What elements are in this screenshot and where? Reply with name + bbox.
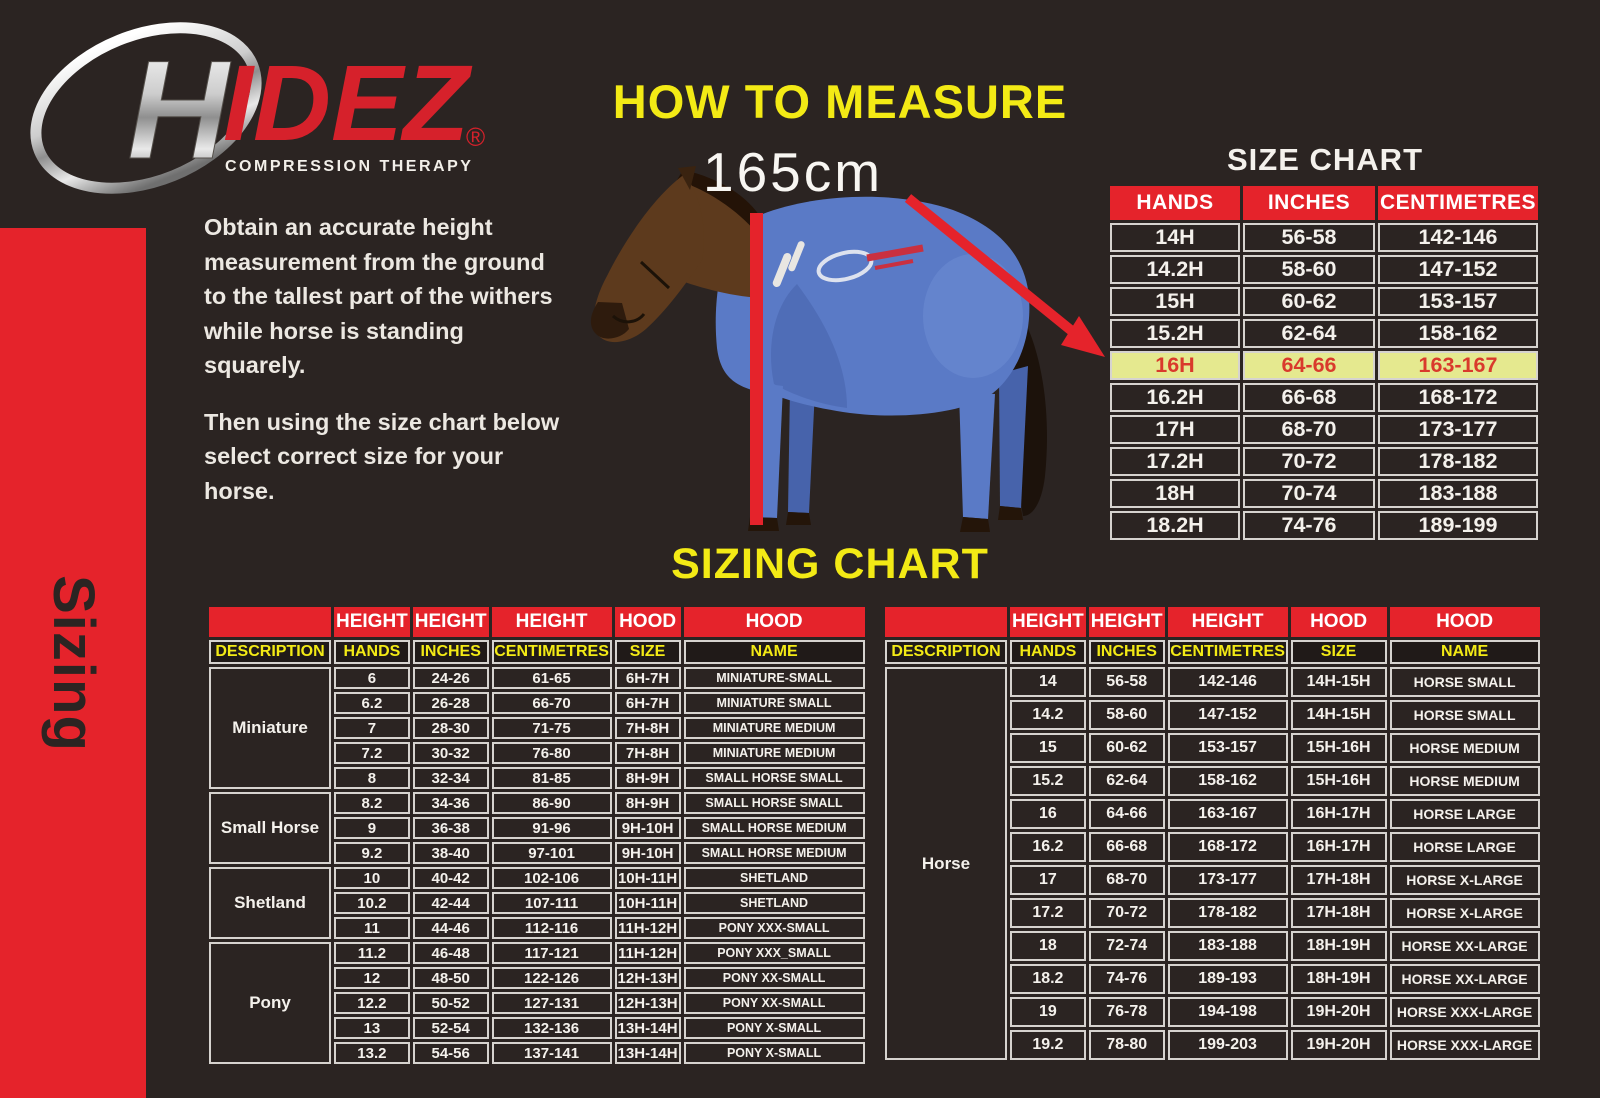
table-cell: 178-182 (1378, 447, 1538, 476)
table-cell: Horse (885, 667, 1007, 1060)
table-cell: 8.2 (334, 792, 410, 814)
table-cell: HEIGHT (1010, 607, 1086, 637)
table-cell: 9 (334, 817, 410, 839)
instructions-para-2: Then using the size chart below select correct size for your horse. (204, 408, 560, 504)
table-cell: 12H-13H (615, 992, 681, 1014)
table-row (209, 942, 865, 964)
table-cell: HORSE MEDIUM (1390, 766, 1540, 796)
logo-brand-idez: IDEZ (223, 42, 470, 163)
table-row (1110, 479, 1538, 508)
table-cell: 19.2 (1010, 1030, 1086, 1060)
table-cell: 112-116 (492, 917, 612, 939)
table-cell: 61-65 (492, 667, 612, 689)
table-row (1110, 415, 1538, 444)
table-cell: 9.2 (334, 842, 410, 864)
table-cell: 7.2 (334, 742, 410, 764)
table-cell: SIZE (1291, 640, 1387, 664)
table-cell: HORSE X-LARGE (1390, 865, 1540, 895)
table-cell: 183-188 (1378, 479, 1538, 508)
instructions (204, 210, 560, 530)
table-cell: 189-199 (1378, 511, 1538, 540)
table-cell: 44-46 (413, 917, 489, 939)
table-cell: HANDS (334, 640, 410, 664)
table-cell: 58-60 (1089, 700, 1165, 730)
table-cell: 60-62 (1089, 733, 1165, 763)
table-cell: 122-126 (492, 967, 612, 989)
table-cell: 26-28 (413, 692, 489, 714)
table-cell: 66-70 (492, 692, 612, 714)
sizing-left-table (206, 604, 868, 1067)
table-cell: 18H-19H (1291, 931, 1387, 961)
table-cell: HANDS (1010, 640, 1086, 664)
table-cell: 81-85 (492, 767, 612, 789)
table-cell: 142-146 (1168, 667, 1288, 697)
table-row (1110, 447, 1538, 476)
table-cell: 91-96 (492, 817, 612, 839)
table-cell: 66-68 (1089, 832, 1165, 862)
table-cell: HORSE X-LARGE (1390, 898, 1540, 928)
table-cell: 7 (334, 717, 410, 739)
how-to-measure-title: HOW TO MEASURE (612, 75, 1068, 128)
table-cell: 19H-20H (1291, 1030, 1387, 1060)
table-cell: 17.2H (1110, 447, 1240, 476)
table-cell: 76-78 (1089, 997, 1165, 1027)
table-cell: 40-42 (413, 867, 489, 889)
table-row (1110, 287, 1538, 316)
table-cell: 10H-11H (615, 867, 681, 889)
table-cell: 42-44 (413, 892, 489, 914)
table-cell: SMALL HORSE MEDIUM (684, 842, 865, 864)
table-cell: 178-182 (1168, 898, 1288, 928)
table-cell: 168-172 (1168, 832, 1288, 862)
size-chart-title: SIZE CHART (1227, 142, 1423, 177)
table-cell: 13.2 (334, 1042, 410, 1064)
table-row (885, 607, 1540, 637)
table-cell: 97-101 (492, 842, 612, 864)
table-cell: 74-76 (1089, 964, 1165, 994)
table-cell: 18H (1110, 479, 1240, 508)
table-cell: 64-66 (1243, 351, 1375, 380)
table-cell: HORSE XXX-LARGE (1390, 1030, 1540, 1060)
table-cell: 16 (1010, 799, 1086, 829)
table-cell: 34-36 (413, 792, 489, 814)
table-cell: 117-121 (492, 942, 612, 964)
table-cell: HORSE XXX-LARGE (1390, 997, 1540, 1027)
table-cell: 6H-7H (615, 692, 681, 714)
table-cell: 14H (1110, 223, 1240, 252)
table-cell: 18.2 (1010, 964, 1086, 994)
table-cell: 32-34 (413, 767, 489, 789)
table-cell: HEIGHT (1168, 607, 1288, 637)
table-cell: 46-48 (413, 942, 489, 964)
table-cell: SHETLAND (684, 867, 865, 889)
table-row (1110, 319, 1538, 348)
table-cell: 11 (334, 917, 410, 939)
table-cell: INCHES (1089, 640, 1165, 664)
table-cell: 9H-10H (615, 817, 681, 839)
table-cell: 17H-18H (1291, 898, 1387, 928)
table-row (1110, 223, 1538, 252)
measurement-arrow-icon (898, 188, 1113, 368)
table-cell: 19H-20H (1291, 997, 1387, 1027)
table-cell: 70-74 (1243, 479, 1375, 508)
table-cell: HOOD (684, 607, 865, 637)
table-cell: 17H-18H (1291, 865, 1387, 895)
table-cell: HEIGHT (413, 607, 489, 637)
table-row (1110, 255, 1538, 284)
table-cell: SMALL HORSE SMALL (684, 767, 865, 789)
table-cell: Miniature (209, 667, 331, 789)
table-cell: 158-162 (1378, 319, 1538, 348)
table-cell: HANDS (1110, 186, 1240, 220)
table-row (885, 667, 1540, 697)
table-cell: HORSE LARGE (1390, 799, 1540, 829)
table-cell: HORSE LARGE (1390, 832, 1540, 862)
table-cell: 14H-15H (1291, 667, 1387, 697)
table-cell: HEIGHT (492, 607, 612, 637)
table-row (1110, 511, 1538, 540)
table-cell: 153-157 (1168, 733, 1288, 763)
table-cell: 30-32 (413, 742, 489, 764)
table-cell: 194-198 (1168, 997, 1288, 1027)
table-cell: 16.2 (1010, 832, 1086, 862)
table-cell: 6H-7H (615, 667, 681, 689)
table-cell: 147-152 (1378, 255, 1538, 284)
table-cell: 16H-17H (1291, 799, 1387, 829)
table-cell: CENTIMETRES (492, 640, 612, 664)
table-cell: PONY X-SMALL (684, 1017, 865, 1039)
table-cell: 158-162 (1168, 766, 1288, 796)
table-cell: HORSE XX-LARGE (1390, 931, 1540, 961)
instructions-para-1: Obtain an accurate height measurement from the ground to the tallest part of the withers while horse is standing squarely. (204, 214, 553, 379)
table-cell: 107-111 (492, 892, 612, 914)
table-cell: SMALL HORSE MEDIUM (684, 817, 865, 839)
table-cell: 17.2 (1010, 898, 1086, 928)
table-cell: 13H-14H (615, 1017, 681, 1039)
table-cell: DESCRIPTION (209, 640, 331, 664)
table-cell: 7H-8H (615, 742, 681, 764)
table-cell: 8H-9H (615, 767, 681, 789)
side-banner (0, 228, 146, 1098)
sizing-chart-title: SIZING CHART (671, 540, 989, 588)
table-cell: 19 (1010, 997, 1086, 1027)
table-cell: Shetland (209, 867, 331, 939)
table-cell: 62-64 (1243, 319, 1375, 348)
table-cell: 28-30 (413, 717, 489, 739)
table-cell: Small Horse (209, 792, 331, 864)
table-cell: 173-177 (1168, 865, 1288, 895)
sizing-right-table (882, 604, 1543, 1063)
table-cell: 66-68 (1243, 383, 1375, 412)
table-cell: HORSE MEDIUM (1390, 733, 1540, 763)
table-cell: 18.2H (1110, 511, 1240, 540)
table-row (885, 640, 1540, 664)
table-cell: 15.2 (1010, 766, 1086, 796)
table-cell: 14 (1010, 667, 1086, 697)
table-cell: 189-193 (1168, 964, 1288, 994)
table-cell: 10 (334, 867, 410, 889)
table-cell: 38-40 (413, 842, 489, 864)
measurement-line (750, 213, 763, 525)
table-cell: 15.2H (1110, 319, 1240, 348)
table-cell: 142-146 (1378, 223, 1538, 252)
table-cell: 15H (1110, 287, 1240, 316)
table-cell: 16.2H (1110, 383, 1240, 412)
table-cell: 16H (1110, 351, 1240, 380)
table-cell: 11H-12H (615, 942, 681, 964)
table-cell: 199-203 (1168, 1030, 1288, 1060)
table-cell: MINIATURE MEDIUM (684, 717, 865, 739)
table-cell: 12.2 (334, 992, 410, 1014)
table-cell: 11.2 (334, 942, 410, 964)
table-cell: 52-54 (413, 1017, 489, 1039)
table-cell: 68-70 (1243, 415, 1375, 444)
table-cell: 58-60 (1243, 255, 1375, 284)
table-cell: 70-72 (1243, 447, 1375, 476)
table-cell: 13 (334, 1017, 410, 1039)
table-row (209, 667, 865, 689)
table-cell: 127-131 (492, 992, 612, 1014)
table-cell: HEIGHT (334, 607, 410, 637)
table-cell: SIZE (615, 640, 681, 664)
table-cell: HOOD (1291, 607, 1387, 637)
table-cell: 14H-15H (1291, 700, 1387, 730)
table-cell: 18 (1010, 931, 1086, 961)
table-cell: 78-80 (1089, 1030, 1165, 1060)
table-cell: 173-177 (1378, 415, 1538, 444)
table-cell: PONY XXX_SMALL (684, 942, 865, 964)
table-row (209, 867, 865, 889)
table-cell: 71-75 (492, 717, 612, 739)
table-cell: 9H-10H (615, 842, 681, 864)
table-cell: PONY X-SMALL (684, 1042, 865, 1064)
table-cell: 16H-17H (1291, 832, 1387, 862)
table-cell: 70-72 (1089, 898, 1165, 928)
table-cell: 6.2 (334, 692, 410, 714)
logo-brand-h: H (127, 31, 229, 188)
table-cell: 15H-16H (1291, 733, 1387, 763)
table-cell: NAME (684, 640, 865, 664)
table-row (209, 607, 865, 637)
table-cell: 50-52 (413, 992, 489, 1014)
table-cell: 76-80 (492, 742, 612, 764)
registered-mark-icon: ® (466, 122, 486, 152)
table-cell: 72-74 (1089, 931, 1165, 961)
table-cell: 13H-14H (615, 1042, 681, 1064)
table-cell: 163-167 (1378, 351, 1538, 380)
table-cell: 10.2 (334, 892, 410, 914)
table-cell: 62-64 (1089, 766, 1165, 796)
table-cell: HORSE SMALL (1390, 700, 1540, 730)
table-cell: SMALL HORSE SMALL (684, 792, 865, 814)
table-cell: 6 (334, 667, 410, 689)
table-cell: 10H-11H (615, 892, 681, 914)
table-cell: PONY XX-SMALL (684, 992, 865, 1014)
table-cell: CENTIMETRES (1378, 186, 1538, 220)
table-cell: 24-26 (413, 667, 489, 689)
table-cell: 132-136 (492, 1017, 612, 1039)
table-cell: 60-62 (1243, 287, 1375, 316)
table-cell: 64-66 (1089, 799, 1165, 829)
table-cell: Pony (209, 942, 331, 1064)
table-row (1110, 186, 1538, 220)
table-cell: 15 (1010, 733, 1086, 763)
table-cell: MINIATURE MEDIUM (684, 742, 865, 764)
table-cell: 56-58 (1243, 223, 1375, 252)
table-cell: DESCRIPTION (885, 640, 1007, 664)
table-cell: 14.2 (1010, 700, 1086, 730)
table-cell: 48-50 (413, 967, 489, 989)
logo-tagline: COMPRESSION THERAPY (225, 158, 474, 175)
table-cell: PONY XXX-SMALL (684, 917, 865, 939)
table-cell: 168-172 (1378, 383, 1538, 412)
table-cell: 102-106 (492, 867, 612, 889)
table-cell: 12 (334, 967, 410, 989)
table-cell: HEIGHT (1089, 607, 1165, 637)
table-cell: CENTIMETRES (1168, 640, 1288, 664)
table-cell: 153-157 (1378, 287, 1538, 316)
table-cell: MINIATURE-SMALL (684, 667, 865, 689)
table-cell: HORSE XX-LARGE (1390, 964, 1540, 994)
table-cell: HOOD (615, 607, 681, 637)
table-row (1110, 383, 1538, 412)
table-cell: 147-152 (1168, 700, 1288, 730)
table-cell: 14.2H (1110, 255, 1240, 284)
size-chart-table (1107, 183, 1541, 543)
table-cell: 7H-8H (615, 717, 681, 739)
table-cell: 8H-9H (615, 792, 681, 814)
table-cell: 137-141 (492, 1042, 612, 1064)
table-cell: 15H-16H (1291, 766, 1387, 796)
table-cell: 17 (1010, 865, 1086, 895)
table-row (209, 792, 865, 814)
table-cell: MINIATURE SMALL (684, 692, 865, 714)
table-cell (885, 607, 1007, 637)
table-cell: 36-38 (413, 817, 489, 839)
table-cell: 17H (1110, 415, 1240, 444)
measurement-label: 165cm (703, 141, 884, 203)
table-cell: PONY XX-SMALL (684, 967, 865, 989)
table-cell: 74-76 (1243, 511, 1375, 540)
table-cell: 68-70 (1089, 865, 1165, 895)
table-cell: 54-56 (413, 1042, 489, 1064)
table-cell: 8 (334, 767, 410, 789)
table-cell: SHETLAND (684, 892, 865, 914)
table-cell: INCHES (413, 640, 489, 664)
table-cell: HOOD (1390, 607, 1540, 637)
table-cell: 12H-13H (615, 967, 681, 989)
table-cell: INCHES (1243, 186, 1375, 220)
table-cell: 11H-12H (615, 917, 681, 939)
table-row (1110, 351, 1538, 380)
table-cell: 86-90 (492, 792, 612, 814)
table-cell: 163-167 (1168, 799, 1288, 829)
side-banner-label: Sizing (40, 574, 106, 752)
table-cell: HORSE SMALL (1390, 667, 1540, 697)
table-row (209, 640, 865, 664)
table-cell: 18H-19H (1291, 964, 1387, 994)
table-cell: NAME (1390, 640, 1540, 664)
table-cell: 183-188 (1168, 931, 1288, 961)
table-cell: 56-58 (1089, 667, 1165, 697)
table-cell (209, 607, 331, 637)
